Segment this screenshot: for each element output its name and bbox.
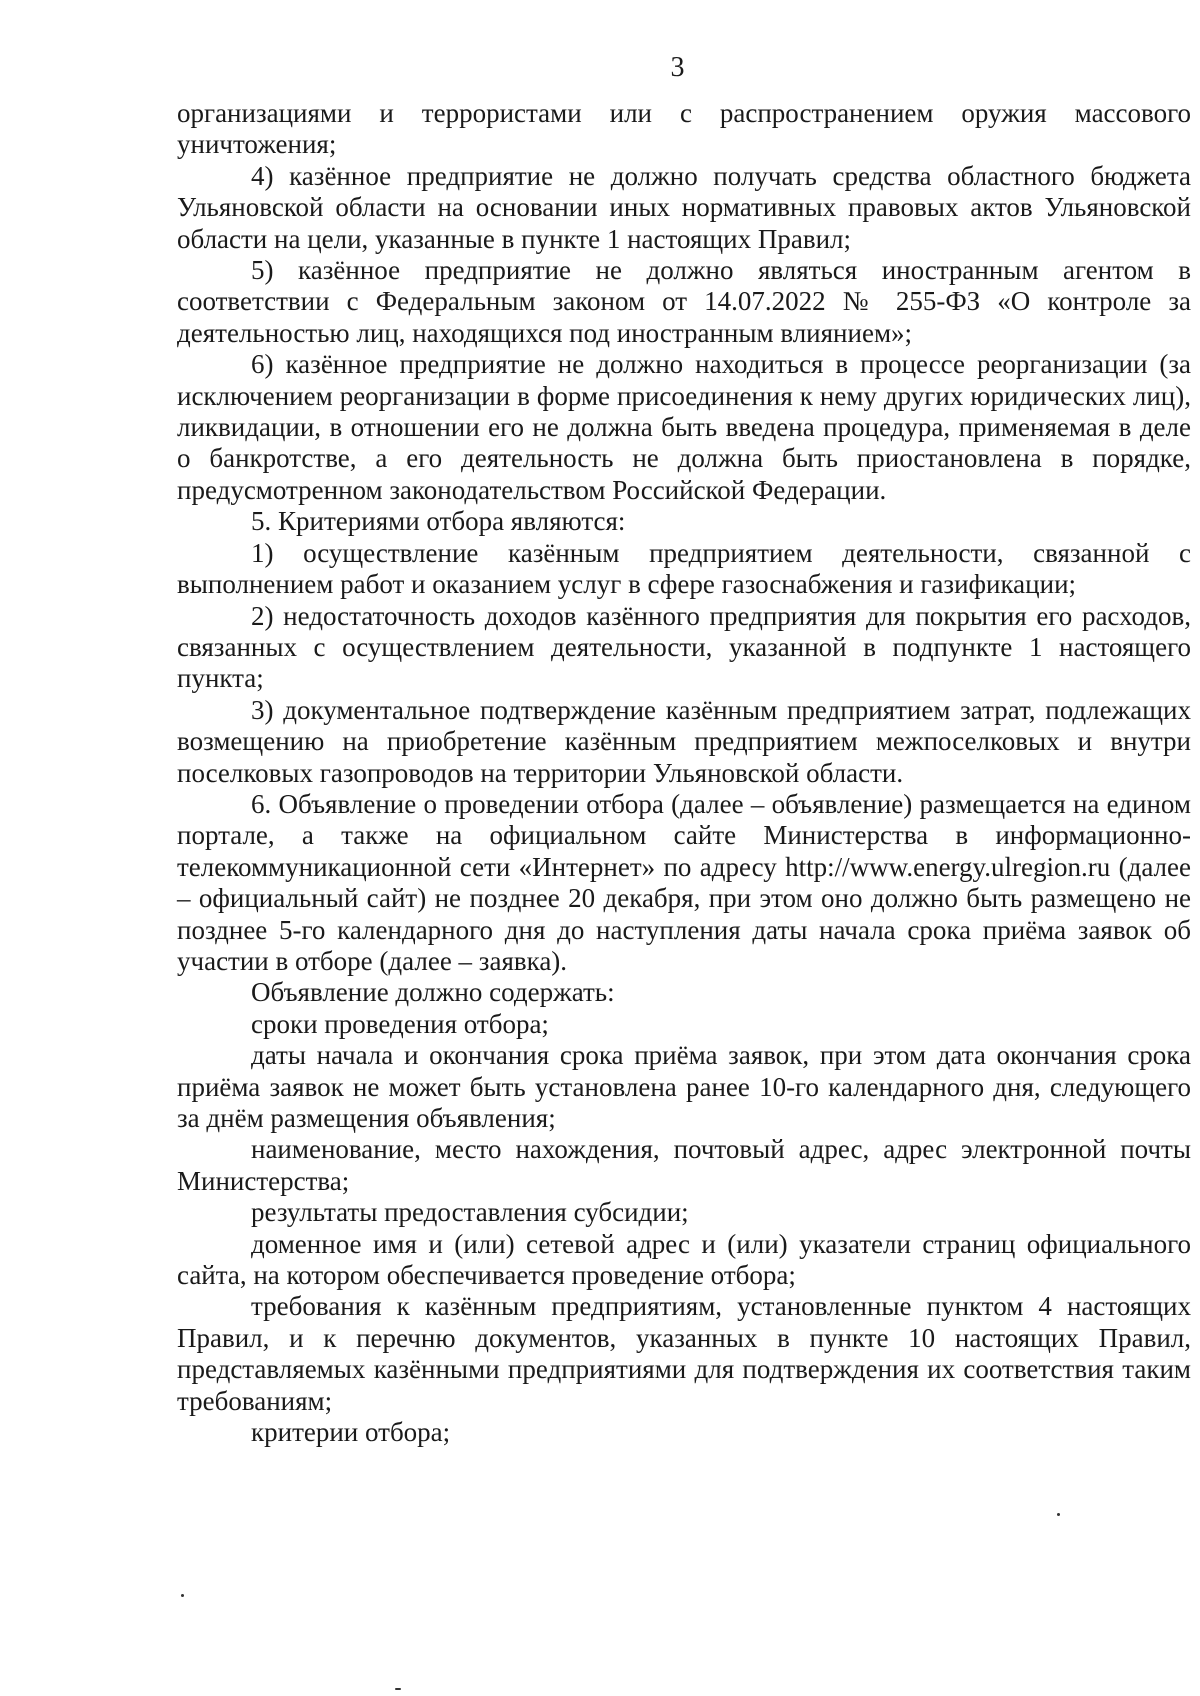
paragraph-13: наименование, место нахождения, почтовый адрес, адрес электронной почты Министерства; [177,1134,1191,1196]
paragraph-5: 5. Критериями отбора являются: [251,506,626,537]
scan-speck [181,1594,184,1597]
scan-speck [1057,1513,1060,1516]
paragraph-16: требования к казённым предприятиям, установленные пунктом 4 настоящих Правил, и к перечню документов, указанных в пункте 10 настоящих Правил, представляемых казёнными предприятиями для подтверждения их соответствия таким требованиям; [177,1291,1191,1416]
paragraph-7: 2) недостаточность доходов казённого предприятия для покрытия его расходов, связанных с осуществлением деятельности, указанной в подпункте 1 настоящего пункта; [177,600,1191,694]
paragraph-3: 5) казённое предприятие не должно являться иностранным агентом в соответствии с Федеральным законом от 14.07.2022 № 255-ФЗ «О контроле за деятельностью лиц, находящихся под иностранным влиянием»; [177,255,1191,348]
paragraph-12: даты начала и окончания срока приёма заявок, при этом дата окончания срока приёма заявок не может быть установлена ранее 10-го календарного дня, следующего за днём размещения объявления; [177,1040,1191,1133]
scan-speck [395,1688,401,1690]
paragraph-8: 3) документальное подтверждение казённым предприятием затрат, подлежащих возмещению на приобретение казённым предприятием межпоселковых и внутри поселковых газопроводов на территории Ульяновской области. [177,694,1191,788]
paragraph-6: 1) осуществление казённым предприятием деятельности, связанной с выполнением работ и оказанием услуг в сфере газоснабжения и газификации; [177,537,1191,600]
paragraph-11: сроки проведения отбора; [251,1008,549,1039]
paragraph-9: 6. Объявление о проведении отбора (далее – объявление) размещается на едином портале, а также на официальном сайте Министерства в информационно-телекоммуникационной сети «Интернет» по адресу http://www.energy.ulregion.ru (далее – официальный сайт) не позднее 20 декабря, при этом оно должно быть размещено не позднее 5-го календарного дня до наступления даты начала срока приёма заявок об участии в отборе (далее – заявка). [177,788,1191,976]
paragraph-14: результаты предоставления субсидии; [251,1197,689,1228]
paragraph-2: 4) казённое предприятие не должно получать средства областного бюджета Ульяновской области на основании иных нормативных правовых актов Ульяновской области на цели, указанные в пункте 1 настоящих Правил; [177,160,1191,254]
paragraph-17: критерии отбора; [251,1417,451,1448]
paragraph-10: Объявление должно содержать: [251,977,615,1008]
paragraph-1: организациями и террористами или с распространением оружия массового уничтожения; [177,98,1191,160]
document-body [177,98,1191,1448]
page-number: 3 [670,52,685,83]
paragraph-15: доменное имя и (или) сетевой адрес и (или) указатели страниц официального сайта, на котором обеспечивается проведение отбора; [177,1228,1191,1291]
paragraph-4: 6) казённое предприятие не должно находиться в процессе реорганизации (за исключением реорганизации в форме присоединения к нему других юридических лиц), ликвидации, в отношении его не должна быть введена процедура, применяемая в деле о банкротстве, а его деятельность не должна быть приостановлена в порядке, предусмотренном законодательством Российской Федерации. [177,349,1191,505]
